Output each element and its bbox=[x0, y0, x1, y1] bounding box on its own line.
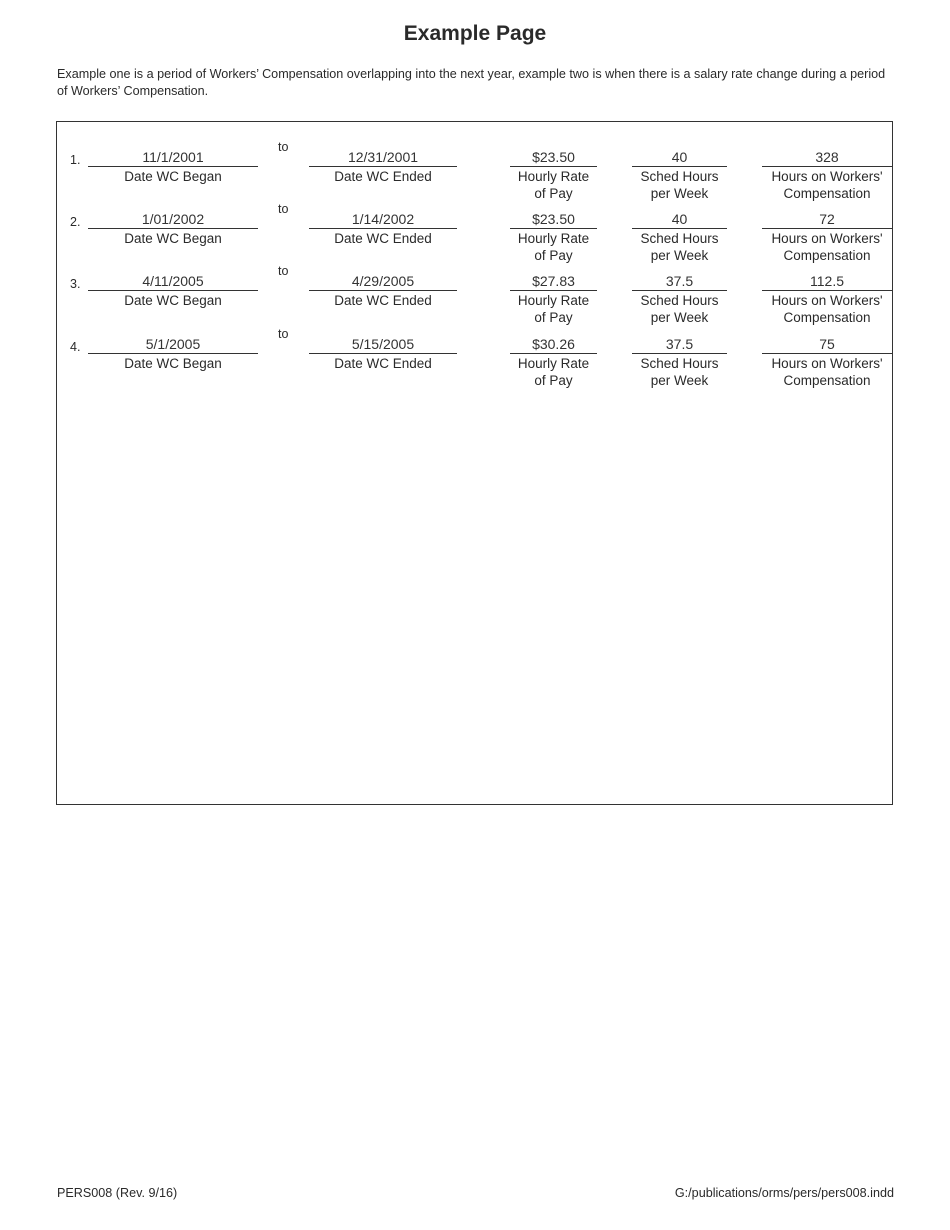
example-row-2 bbox=[57, 192, 892, 263]
sched-hours-value: 37.5 bbox=[632, 272, 727, 291]
wc-hours-label: Hours on Workers' Compensation bbox=[771, 231, 883, 263]
date-ended-field bbox=[309, 272, 457, 309]
examples-box bbox=[56, 121, 893, 805]
wc-hours-label: Hours on Workers' Compensation bbox=[771, 169, 883, 201]
page-title: Example Page bbox=[403, 22, 547, 45]
wc-hours-value: 328 bbox=[762, 148, 892, 167]
date-ended-label: Date WC Ended bbox=[334, 231, 432, 246]
wc-hours-label: Hours on Workers' Compensation bbox=[771, 356, 883, 388]
sched-hours-label: Sched Hours per Week bbox=[640, 169, 719, 201]
wc-hours-value: 75 bbox=[762, 335, 892, 354]
to-label: to bbox=[278, 327, 289, 341]
date-began-field bbox=[88, 335, 258, 372]
date-began-value: 1/01/2002 bbox=[88, 210, 258, 229]
form-id: PERS008 (Rev. 9/16) bbox=[57, 1186, 178, 1200]
date-ended-field bbox=[309, 148, 457, 185]
row-number: 3. bbox=[70, 277, 81, 291]
sched-hours-value: 40 bbox=[632, 210, 727, 229]
date-ended-value: 5/15/2005 bbox=[309, 335, 457, 354]
to-label: to bbox=[278, 264, 289, 278]
hourly-rate-value: $23.50 bbox=[510, 210, 597, 229]
example-row-1 bbox=[57, 130, 892, 201]
to-label: to bbox=[278, 140, 289, 154]
date-ended-field bbox=[309, 335, 457, 372]
date-began-label: Date WC Began bbox=[124, 293, 222, 308]
sched-hours-field bbox=[632, 335, 727, 389]
row-number: 4. bbox=[70, 340, 81, 354]
date-ended-value: 4/29/2005 bbox=[309, 272, 457, 291]
wc-hours-value: 72 bbox=[762, 210, 892, 229]
wc-hours-value: 112.5 bbox=[762, 272, 892, 291]
hourly-rate-label: Hourly Rate of Pay bbox=[517, 231, 590, 263]
example-row-3 bbox=[57, 254, 892, 325]
sched-hours-value: 37.5 bbox=[632, 335, 727, 354]
date-ended-label: Date WC Ended bbox=[334, 356, 432, 371]
wc-hours-label: Hours on Workers' Compensation bbox=[771, 293, 883, 325]
hourly-rate-label: Hourly Rate of Pay bbox=[517, 293, 590, 325]
hourly-rate-value: $27.83 bbox=[510, 272, 597, 291]
hourly-rate-label: Hourly Rate of Pay bbox=[517, 356, 590, 388]
date-ended-label: Date WC Ended bbox=[334, 169, 432, 184]
file-path: G:/publications/orms/pers/pers008.indd bbox=[674, 1186, 894, 1200]
date-began-value: 11/1/2001 bbox=[88, 148, 258, 167]
hourly-rate-field bbox=[510, 335, 597, 389]
hourly-rate-label: Hourly Rate of Pay bbox=[517, 169, 590, 201]
date-began-field bbox=[88, 210, 258, 247]
date-ended-label: Date WC Ended bbox=[334, 293, 432, 308]
example-row-4 bbox=[57, 317, 892, 388]
date-began-field bbox=[88, 272, 258, 309]
to-label: to bbox=[278, 202, 289, 216]
hourly-rate-value: $30.26 bbox=[510, 335, 597, 354]
intro-text: Example one is a period of Workers’ Compensation overlapping into the next year, example two is when there is a salary rate change during a period of Workers’ Compensation. bbox=[57, 67, 886, 98]
date-began-label: Date WC Began bbox=[124, 356, 222, 371]
date-ended-field bbox=[309, 210, 457, 247]
date-ended-value: 12/31/2001 bbox=[309, 148, 457, 167]
row-number: 1. bbox=[70, 153, 81, 167]
sched-hours-label: Sched Hours per Week bbox=[640, 231, 719, 263]
date-began-label: Date WC Began bbox=[124, 231, 222, 246]
date-began-value: 4/11/2005 bbox=[88, 272, 258, 291]
hourly-rate-value: $23.50 bbox=[510, 148, 597, 167]
date-began-label: Date WC Began bbox=[124, 169, 222, 184]
sched-hours-value: 40 bbox=[632, 148, 727, 167]
sched-hours-label: Sched Hours per Week bbox=[640, 356, 719, 388]
date-began-value: 5/1/2005 bbox=[88, 335, 258, 354]
date-began-field bbox=[88, 148, 258, 185]
sched-hours-label: Sched Hours per Week bbox=[640, 293, 719, 325]
date-ended-value: 1/14/2002 bbox=[309, 210, 457, 229]
row-number: 2. bbox=[70, 215, 81, 229]
wc-hours-field bbox=[762, 335, 892, 389]
